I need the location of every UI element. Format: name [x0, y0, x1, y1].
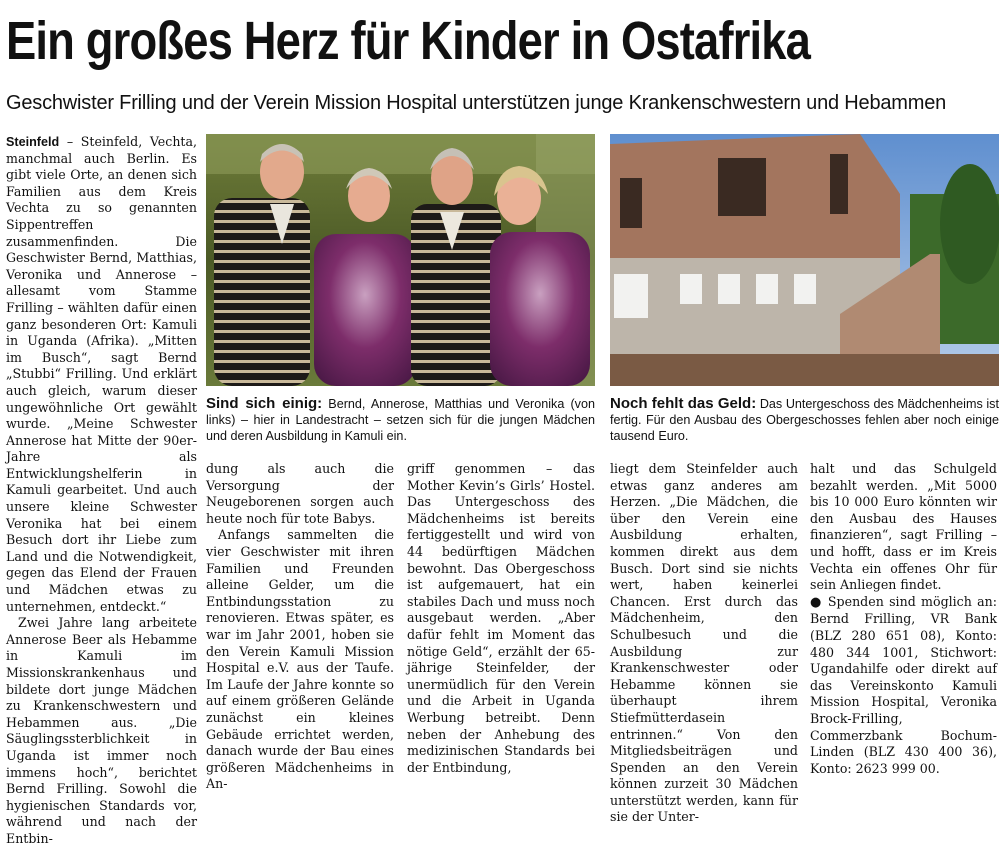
bullet-icon: ●	[810, 594, 823, 610]
col5-paragraph-2: Spenden sind möglich an: Bernd Frilling, VR Bank (BLZ 280 651 08), Konto: 480 344 1001, Stichwort: Ugandahilfe oder direkt auf das Vereinskonto Kamuli Mission Hospital, Veronika Brock-Frilling, Commerzbank Bochum-Linden (BLZ 430 400 36), Konto: 2623 999 00.	[810, 593, 998, 776]
col2-paragraph-2: Anfangs sammelten die vier Geschwister mit ihren Familien und Freunden alleine Gelder, um die Entbindungsstation zu renovieren. Etwas später, es war im Jahr 2001, hoben sie den Verein Kamuli Mission Hospital e.V. aus der Taufe. Im Laufe der Jahre konnte so auf einem größeren Gelände zunächst ein kleines Gebäude errichtet werden, danach wurde der Bau eines größeren Mädchenheims in An-	[206, 527, 394, 792]
caption-2-lead: Noch fehlt das Geld:	[610, 395, 757, 412]
col3-paragraph-1: griff genommen – das Mother Kevin’s Girls’ Hostel. Das Untergeschoss des Mädchenheims ist bereits fertiggestellt und wird von 44 bedürftigen Mädchen bewohnt. Das Obergeschoss ist aufgemauert, hat ein stabiles Dach und muss noch ausgebaut werden. „Aber dafür fehlt im Moment das nötige Geld“, erzählt der 65-jährige Steinfelder, der unermüdlich für den Verein und die Arbeit in Uganda Werbung betreibt. Denn neben der Anhebung des medizinischen Standards bei der Entbindung,	[407, 461, 595, 775]
building-photo	[610, 134, 999, 386]
caption-1-lead: Sind sich einig:	[206, 395, 323, 412]
article-column-3	[407, 461, 595, 776]
caption-2-text: Das Untergeschoss des Mädchenheims ist fertig. Für den Ausbau des Obergeschosses fehlen aber noch einige tausend Euro.	[610, 397, 999, 443]
caption-1-text: Bernd, Annerose, Matthias und Veronika (von links) – hier in Landestracht – setzen sich für die jungen Mädchen und deren Ausbildung in Kamuli ein.	[206, 397, 595, 443]
article-column-2	[206, 461, 394, 793]
article-column-4	[610, 461, 798, 826]
subheadline: Geschwister Frilling und der Verein Mission Hospital unterstützen junge Krankenschwestern und Hebammen	[6, 92, 947, 114]
building-photo-image	[610, 134, 999, 386]
article-column-5	[810, 461, 997, 777]
col1-paragraph-2: Zwei Jahre lang arbeitete Annerose Beer als Hebamme in Kamuli im Missionskrankenhaus und bildete dort junge Mädchen zu Krankenschwestern und Hebammen aus. „Die Säuglingssterblichkeit in Uganda ist immer noch immens hoch“, berichtet Bernd Frilling. Sowohl die hygienischen Standards vor, während und nach der Entbin-	[6, 615, 197, 846]
siblings-photo-caption	[206, 396, 595, 444]
dateline: Steinfeld	[6, 135, 60, 149]
siblings-photo	[206, 134, 595, 386]
building-photo-caption	[610, 396, 999, 444]
col5-paragraph-1: halt und das Schulgeld bezahlt werden. „Mit 5000 bis 10 000 Euro könnten wir den Ausbau des Hauses finanzieren“, sagt Frilling – und hofft, dass er im Kreis Vechta ein offenes Ohr für sein Anliegen findet.	[810, 461, 997, 593]
col4-paragraph-1: liegt dem Steinfelder auch etwas ganz anderes am Herzen. „Die Mädchen, die über den Verein eine Ausbildung erhalten, kommen direkt aus dem Busch. Dort sind sie nichts wert, haben keinerlei Chancen. Erst durch das Mädchenheim, den Schulbesuch und die Ausbildung zur Krankenschwester oder Hebamme können sie überhaupt ihrem Stiefmütterdasein entrinnen.“ Von den Mitgliedsbeiträgen und Spenden an den Verein können zurzeit 30 Mädchen unterstützt werden, kann für sie der Unter-	[610, 461, 798, 825]
col2-paragraph-1: dung als auch die Versorgung der Neugeborenen sorgen auch heute noch für tote Babys.	[206, 461, 394, 526]
article-column-1	[6, 134, 197, 848]
headline: Ein großes Herz für Kinder in Ostafrika	[6, 11, 811, 71]
col1-paragraph-1: – Steinfeld, Vechta, manchmal auch Berlin. Es gibt viele Orte, an denen sich Familien aus dem Kreis Vechta zu so genannten Sippentreffen zusammenfinden. Die Geschwister Bernd, Matthias, Veronika und Annerose – allesamt vom Stamme Frilling – wählten dafür einen ganz besonderen Ort: Kamuli in Uganda (Afrika). „Mitten im Busch“, sagt Bernd „Stubbi“ Frilling. Und erklärt auch gleich, warum dieser ungewöhnliche Ort gewählt wurde. „Meine Schwester Annerose hat Mitte der 90er-Jahre als Entwicklungshelferin in Kamuli gearbeitet. Und auch unsere kleine Schwester Veronika hat bei einem Besuch dort ihr Liebe zum Land und die Notwendigkeit, gegen das Elend der Frauen und Mädchen etwas zu unternehmen, entdeckt.“	[6, 134, 197, 614]
siblings-photo-image	[206, 134, 595, 386]
